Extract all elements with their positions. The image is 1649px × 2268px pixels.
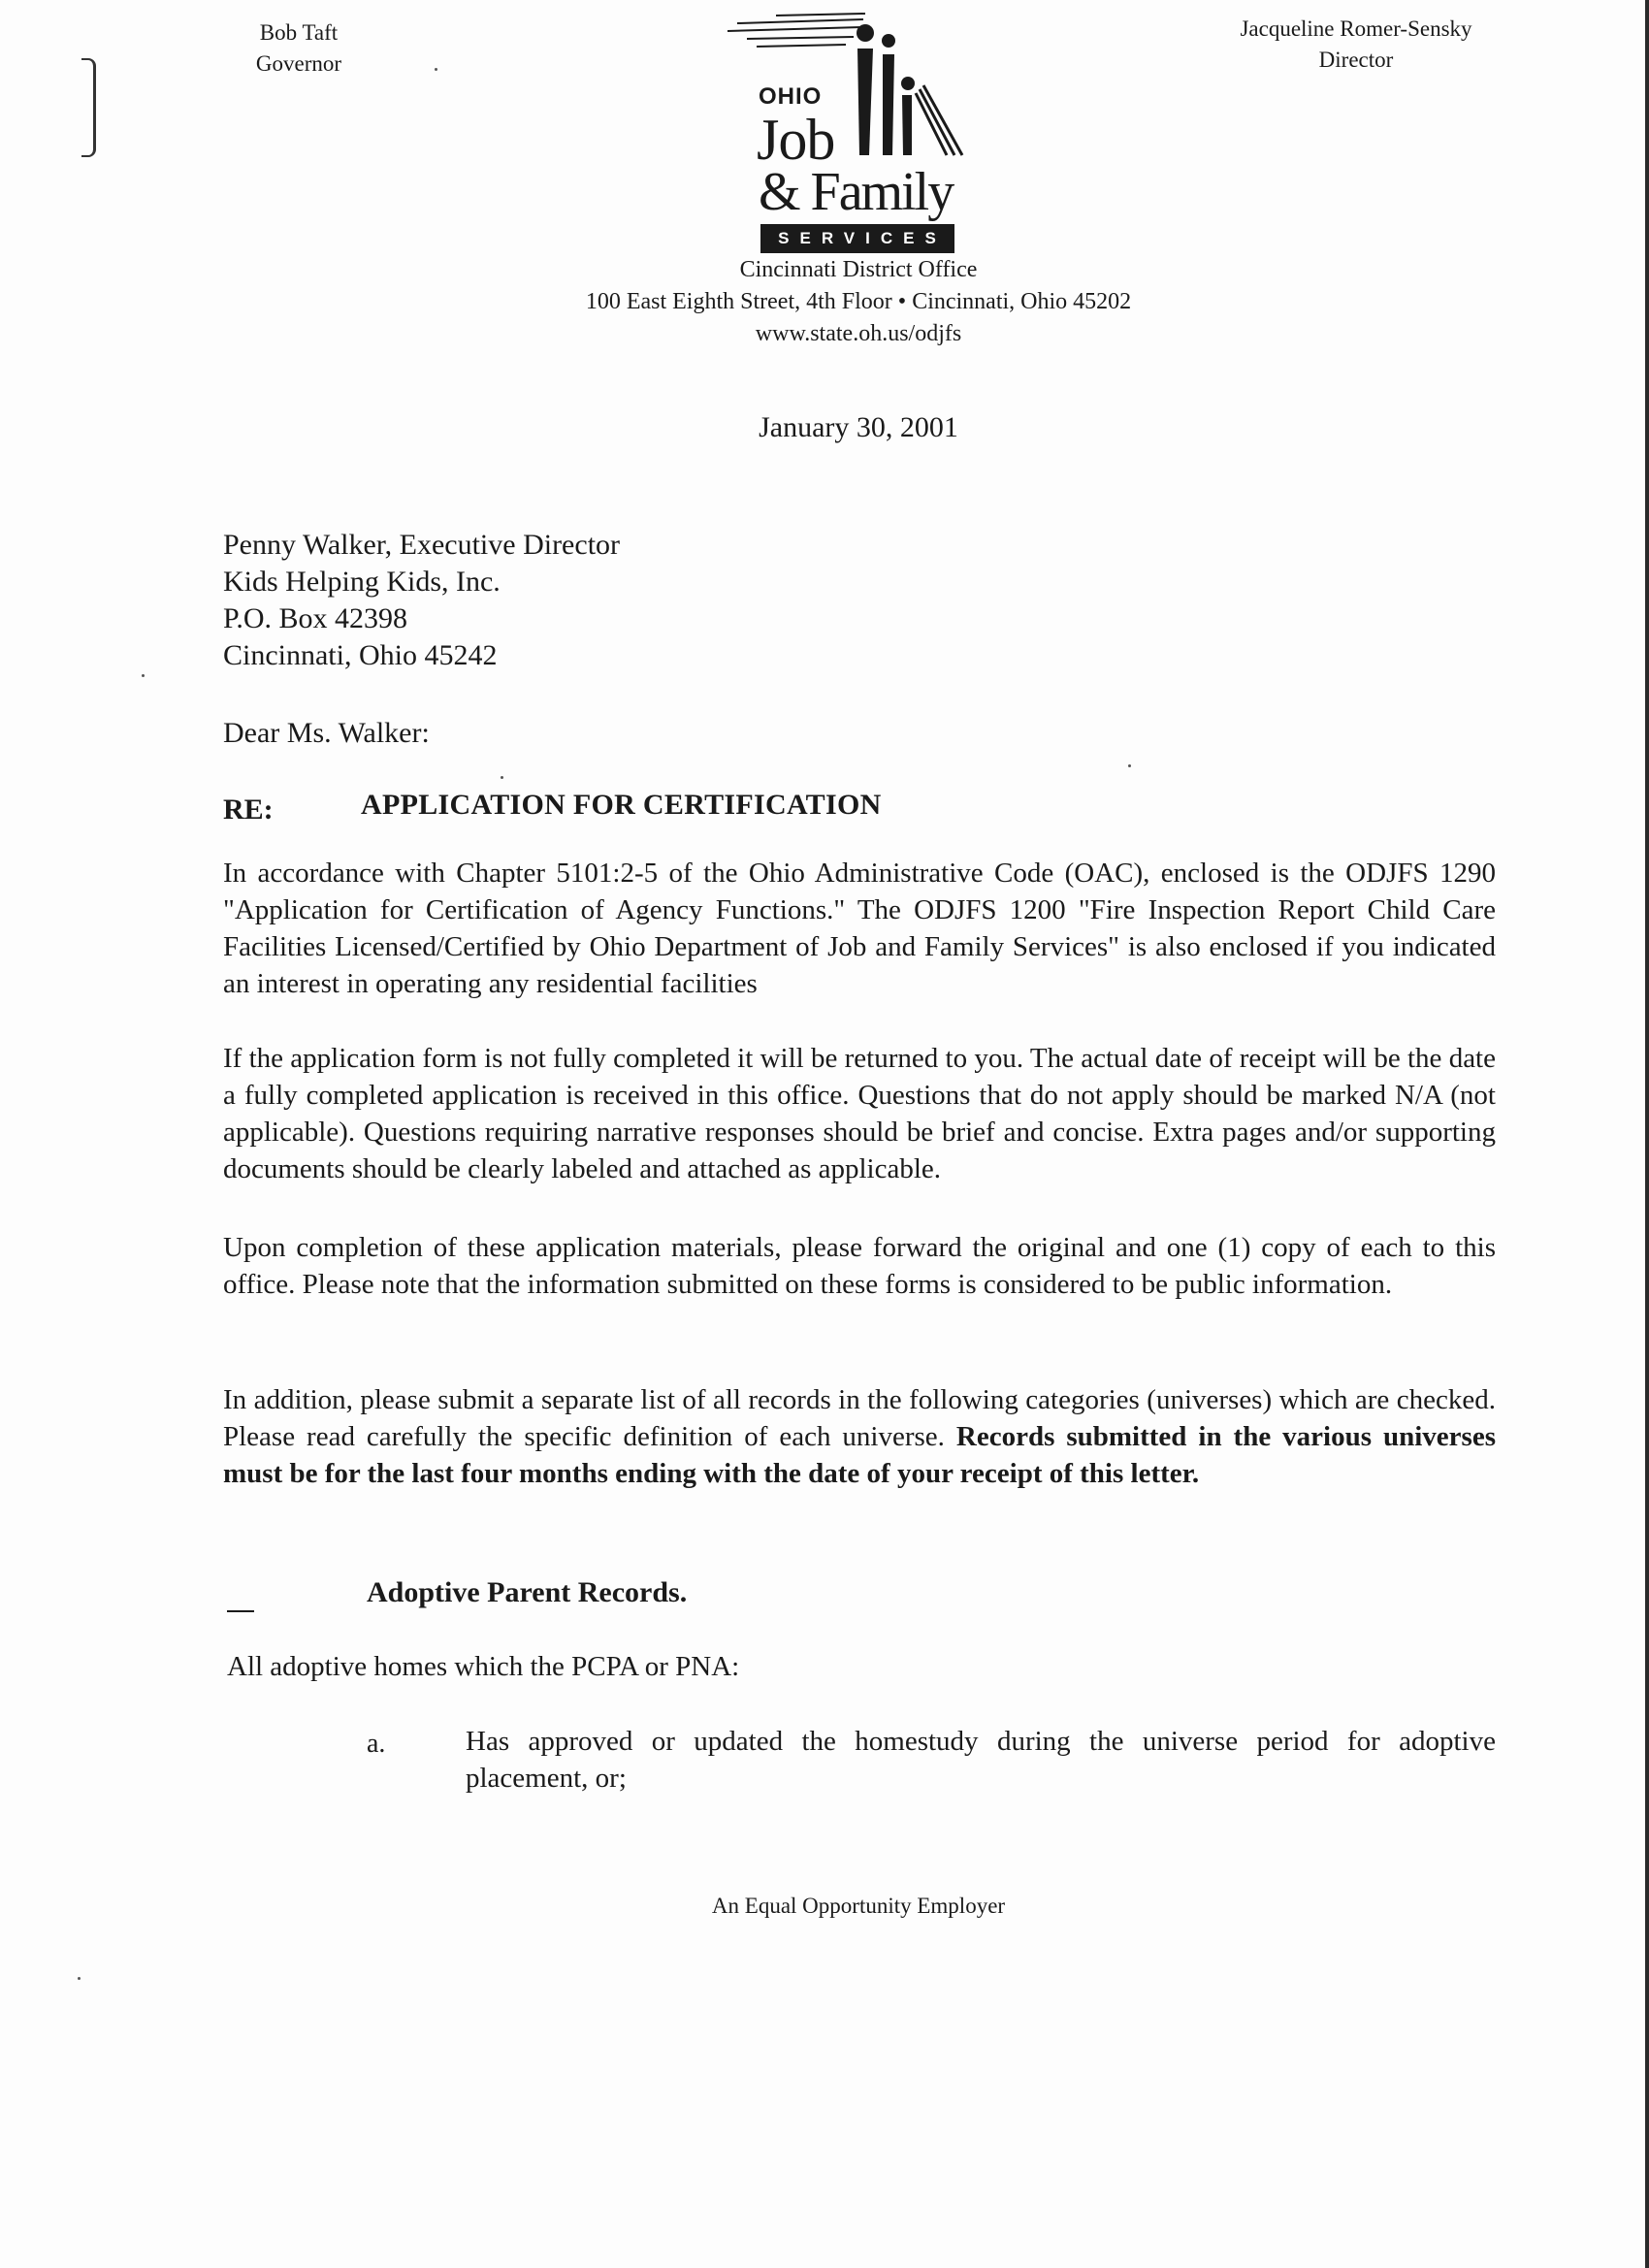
scan-edge-line	[1645, 0, 1649, 2268]
office-address-block	[485, 254, 1232, 350]
subject-title: APPLICATION FOR CERTIFICATION	[361, 789, 882, 821]
section-heading: Adoptive Parent Records.	[367, 1576, 688, 1608]
section-intro: All adoptive homes which the PCPA or PNA:	[227, 1651, 740, 1682]
footer-text: An Equal Opportunity Employer	[711, 1894, 1006, 1918]
logo-services-bar: SERVICES	[760, 224, 954, 253]
scan-speck	[1128, 764, 1131, 767]
office-name: Cincinnati District Office	[739, 257, 978, 282]
recipient-line: Penny Walker, Executive Director	[223, 529, 621, 561]
scan-speck	[435, 68, 437, 71]
office-website: www.state.oh.us/odjfs	[755, 321, 962, 346]
recipient-line: P.O. Box 42398	[223, 602, 408, 634]
checkbox-blank-line[interactable]	[227, 1610, 254, 1612]
logo-family-text: & Family	[759, 162, 954, 222]
letter-date: January 30, 2001	[759, 411, 958, 443]
logo-job-text: Job	[757, 108, 835, 172]
recipient-line: Kids Helping Kids, Inc.	[223, 566, 501, 598]
list-item-marker: a.	[367, 1729, 386, 1759]
subject-label: RE:	[223, 794, 274, 826]
governor-block	[231, 17, 367, 80]
body-paragraph: If the application form is not fully completed it will be returned to you. The actual date of receipt will be the date a fully completed application is received in this office. Questions that do not apply should be marked N/A (not applicable). Questions requiring narrative responses should be brief and concise. Extra pages and/or supporting documents should be clearly labeled and attached as applicable.	[223, 1043, 1496, 1184]
office-street: 100 East Eighth Street, 4th Floor • Cincinnati, Ohio 45202	[585, 289, 1132, 314]
director-name: Jacqueline Romer-Sensky	[1240, 16, 1472, 41]
paragraph-text: In addition, please submit a separate list of all records in the following categories (universes) which are checked. Please read carefully the specific definition of each universe.	[223, 1384, 1496, 1452]
logo-state: OHIO	[759, 83, 823, 110]
salutation: Dear Ms. Walker:	[223, 717, 430, 749]
scan-speck	[142, 674, 145, 677]
governor-title: Governor	[255, 51, 342, 76]
director-title: Director	[1318, 48, 1394, 72]
body-paragraph: In accordance with Chapter 5101:2-5 of the Ohio Administrative Code (OAC), enclosed is the ODJFS 1290 "Application for Certification of Agency Functions." The ODJFS 1200 "Fire Inspection Report Child Care Facilities Licensed/Certified by Ohio Department of Job and Family Services" is also enclosed if you indicated an interest in operating any residential facilities	[223, 858, 1496, 999]
governor-name: Bob Taft	[259, 20, 339, 45]
list-item-text: Has approved or updated the homestudy during the universe period for adoptive placement, or;	[466, 1726, 1496, 1794]
director-block	[1201, 14, 1511, 76]
body-paragraph	[223, 1381, 1496, 1492]
body-paragraph: Upon completion of these application materials, please forward the original and one (1) copy of each to this office. Please note that the information submitted on these forms is considered to be public information.	[223, 1232, 1496, 1300]
recipient-line: Cincinnati, Ohio 45242	[223, 639, 498, 671]
scan-speck	[501, 776, 503, 779]
odjfs-logo	[718, 10, 970, 252]
scan-speck	[78, 1977, 81, 1980]
recipient-address	[223, 527, 620, 674]
margin-bracket-mark	[81, 58, 96, 157]
paragraph-bold-text: Records submitted in the various universes must be for the last four months ending with the date of your receipt of this letter.	[223, 1421, 1496, 1489]
